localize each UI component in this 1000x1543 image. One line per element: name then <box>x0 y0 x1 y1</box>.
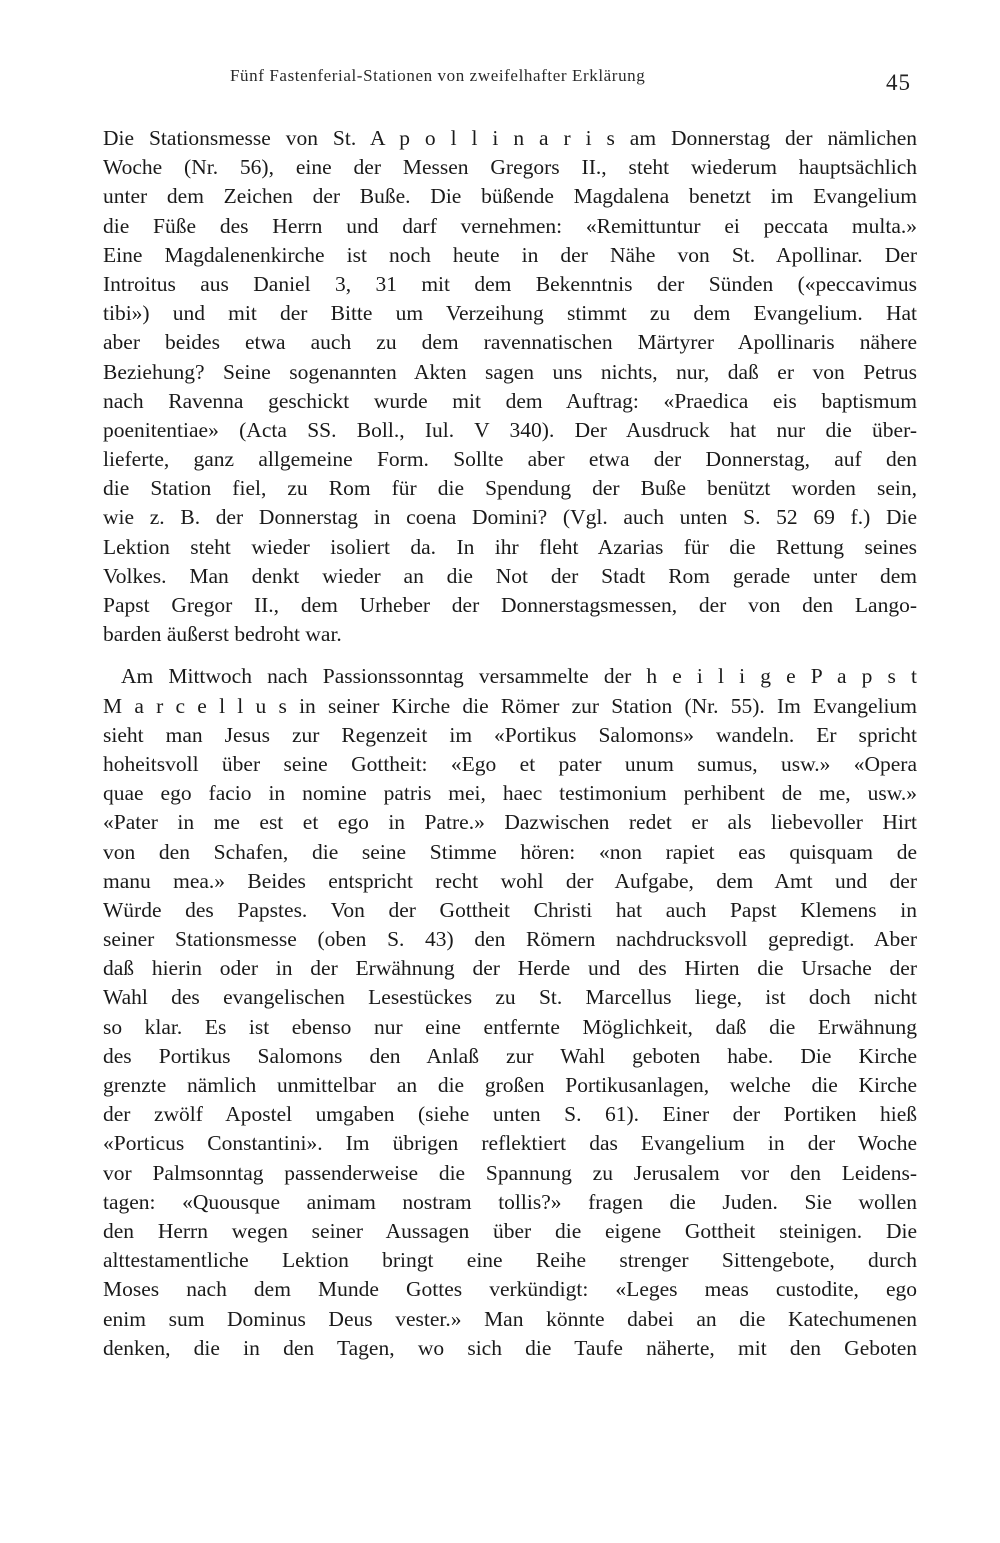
text-line: daß hierin oder in der Erwähnung der Herde und des Hirten die Ursache der <box>103 956 917 981</box>
text-line: tibi») und mit der Bitte um Verzeihung stimmt zu dem Evangelium. Hat <box>103 301 917 326</box>
text-line: die Füße des Herrn und darf vernehmen: «Remittuntur ei peccata multa.» <box>103 213 917 238</box>
paragraph-apollinaris <box>103 124 917 649</box>
text-line: alttestamentliche Lektion bringt eine Reihe strenger Sittengebote, durch <box>103 1248 917 1273</box>
text-line: poenitentiae» (Acta SS. Boll., Iul. V 340). Der Ausdruck hat nur die über- <box>103 417 917 442</box>
text-line: Volkes. Man denkt wieder an die Not der Stadt Rom gerade unter dem <box>103 563 917 588</box>
text-line: nach Ravenna geschickt wurde mit dem Auftrag: «Praedica eis baptismum <box>103 388 917 413</box>
text-line: von den Schafen, die seine Stimme hören: «non rapiet eas quisquam de <box>103 839 917 864</box>
running-head: Fünf Fastenferial-Stationen von zweifelhafter Erklärung <box>230 66 646 85</box>
text-line: Eine Magdalenenkirche ist noch heute in der Nähe von St. Apollinar. Der <box>103 242 917 267</box>
text-line: den Herrn wegen seiner Aussagen über die eigene Gottheit steinigen. Die <box>103 1218 917 1243</box>
text-line: M a r c e l l u s in seiner Kirche die Römer zur Station (Nr. 55). Im Evangelium <box>103 693 917 718</box>
text-line: so klar. Es ist ebenso nur eine entfernte Möglichkeit, daß die Erwähnung <box>103 1014 917 1039</box>
text-line: Würde des Papstes. Von der Gottheit Christi hat auch Papst Klemens in <box>103 897 917 922</box>
text-line: quae ego facio in nomine patris mei, haec testimonium perhibent de me, usw.» <box>103 781 917 806</box>
text-line: lieferte, ganz allgemeine Form. Sollte aber etwa der Donnerstag, auf den <box>103 447 917 472</box>
text-line: hoheitsvoll über seine Gottheit: «Ego et pater unum sumus, usw.» «Opera <box>103 751 917 776</box>
text-line: denken, die in den Tagen, wo sich die Taufe näherte, mit den Geboten <box>103 1335 917 1360</box>
text-line: barden äußerst bedroht war. <box>103 622 342 647</box>
text-line: «Pater in me est et ego in Patre.» Dazwischen redet er als liebevoller Hirt <box>103 810 917 835</box>
text-line: Papst Gregor II., dem Urheber der Donnerstagsmessen, der von den Lango- <box>103 593 917 617</box>
text-line: Am Mittwoch nach Passionssonntag versammelte der h e i l i g e P a p s t <box>121 664 917 689</box>
text-line: grenzte nämlich unmittelbar an die großen Portikusanlagen, welche die Kirche <box>103 1073 917 1097</box>
text-line: aber beides etwa auch zu dem ravennatischen Märtyrer Apollinaris nähere <box>103 330 917 355</box>
paragraph-marcellus <box>103 662 917 1363</box>
text-line: tagen: «Quousque animam nostram tollis?» fragen die Juden. Sie wollen <box>103 1189 917 1214</box>
text-line: «Porticus Constantini». Im übrigen reflektiert das Evangelium in der Woche <box>103 1131 917 1156</box>
text-line: manu mea.» Beides entspricht recht wohl der Aufgabe, dem Amt und der <box>103 868 917 893</box>
text-line: Introitus aus Daniel 3, 31 mit dem Bekenntnis der Sünden («peccavimus <box>103 271 917 296</box>
text-line: Woche (Nr. 56), eine der Messen Gregors II., steht wiederum hauptsächlich <box>103 155 917 180</box>
text-line: Die Stationsmesse von St. A p o l l i n a r i s am Donnerstag der nämlichen <box>103 126 917 150</box>
text-line: Wahl des evangelischen Lesestückes zu St. Marcellus liege, ist doch nicht <box>103 985 917 1010</box>
text-line: enim sum Dominus Deus vester.» Man könnte dabei an die Katechumenen <box>103 1306 917 1331</box>
text-line: Moses nach dem Munde Gottes verkündigt: «Leges meas custodite, ego <box>103 1277 917 1302</box>
text-line: unter dem Zeichen der Buße. Die büßende Magdalena benetzt im Evangelium <box>103 184 917 209</box>
page-number: 45 <box>886 70 911 95</box>
text-line: die Station fiel, zu Rom für die Spendung der Buße benützt worden sein, <box>103 476 917 501</box>
text-line: Lektion steht wieder isoliert da. In ihr fleht Azarias für die Rettung seines <box>103 534 917 559</box>
text-line: Beziehung? Seine sogenannten Akten sagen uns nichts, nur, daß er von Petrus <box>103 359 917 384</box>
text-line: sieht man Jesus zur Regenzeit im «Portikus Salomons» wandeln. Er spricht <box>103 722 917 747</box>
text-line: vor Palmsonntag passenderweise die Spannung zu Jerusalem vor den Leidens- <box>103 1160 917 1185</box>
body-text <box>103 124 917 1376</box>
text-line: der zwölf Apostel umgaben (siehe unten S. 61). Einer der Portiken hieß <box>103 1102 917 1127</box>
text-line: seiner Stationsmesse (oben S. 43) den Römern nachdrucksvoll gepredigt. Aber <box>103 927 917 952</box>
text-line: des Portikus Salomons den Anlaß zur Wahl geboten habe. Die Kirche <box>103 1043 917 1068</box>
text-line: wie z. B. der Donnerstag in coena Domini? (Vgl. auch unten S. 52 69 f.) Die <box>103 505 917 530</box>
